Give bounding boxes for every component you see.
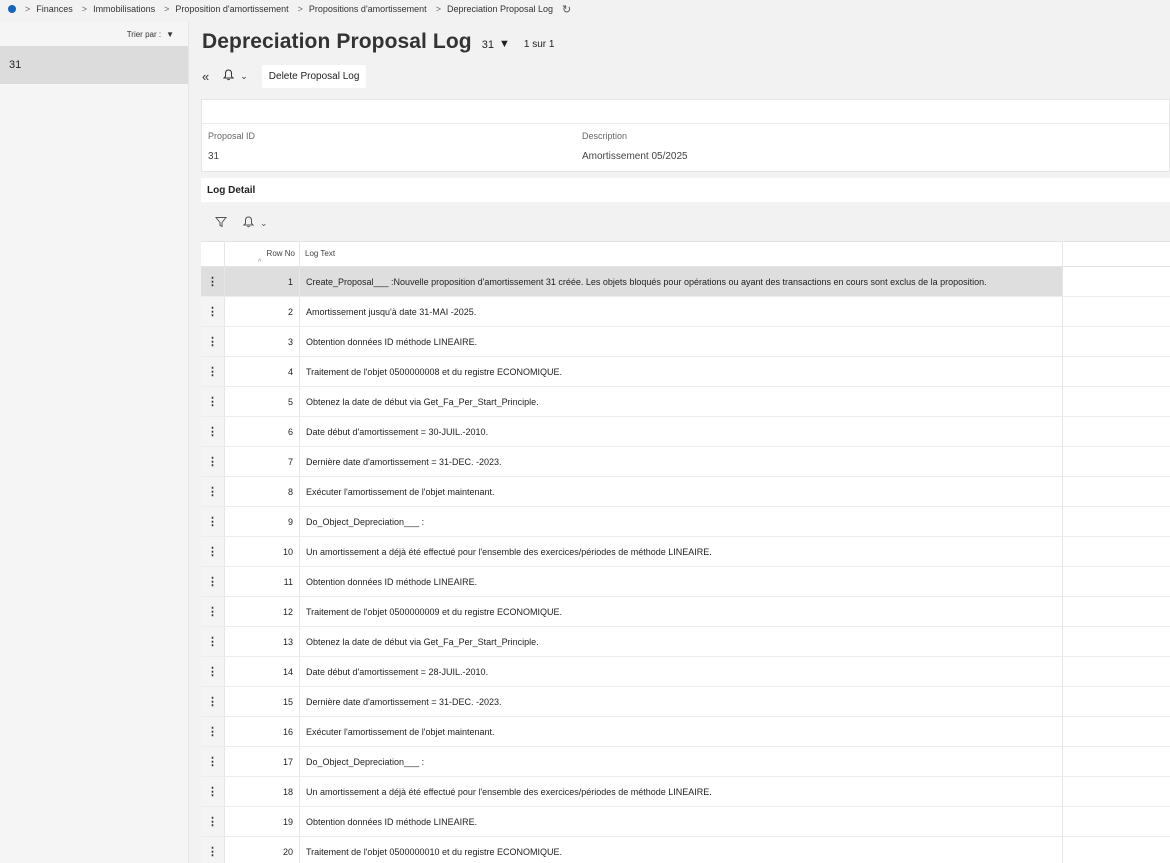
row-no-cell: 8 [225,477,300,506]
table-row[interactable] [201,747,1170,777]
sort-label: Trier par : [126,29,162,39]
log-text-cell: Obtention données ID méthode LINEAIRE. [300,327,1063,356]
row-menu-icon[interactable]: ⋮ [201,477,225,506]
column-header-filler [1063,242,1170,266]
refresh-icon[interactable]: ↻ [562,3,572,16]
row-no-cell: 9 [225,507,300,536]
row-no-cell: 3 [225,327,300,356]
row-filler [1063,297,1170,326]
log-text-cell: Obtention données ID méthode LINEAIRE. [300,567,1063,596]
row-filler [1063,807,1170,836]
log-text-cell: Un amortissement a déjà été effectué pour l'ensemble des exercices/périodes de méthode LINEAIRE. [300,537,1063,566]
row-filler [1063,717,1170,746]
row-menu-icon[interactable]: ⋮ [201,327,225,356]
row-menu-icon[interactable]: ⋮ [201,537,225,566]
table-row[interactable] [201,597,1170,627]
record-selector[interactable]: 31 [481,38,494,51]
row-filler [1063,417,1170,446]
log-text-cell: Do_Object_Depreciation___ : [300,747,1063,776]
row-menu-icon[interactable]: ⋮ [201,417,225,446]
description-label: Description [582,131,628,141]
row-menu-icon[interactable]: ⋮ [201,747,225,776]
log-text-cell: Traitement de l'objet 0500000009 et du registre ECONOMIQUE. [300,597,1063,626]
row-menu-icon[interactable]: ⋮ [201,387,225,416]
chevron-down-icon[interactable]: ⌄ [260,217,268,228]
page-header [202,30,554,54]
row-menu-icon[interactable]: ⋮ [201,807,225,836]
breadcrumb-item-current: Depreciation Proposal Log [446,4,554,14]
log-text-cell: Do_Object_Depreciation___ : [300,507,1063,536]
breadcrumb-item-finances[interactable]: Finances [36,4,73,14]
grid-body [201,267,1170,863]
column-header-row-no-label: Row No [266,249,295,258]
row-no-cell: 2 [225,297,300,326]
table-row[interactable] [201,357,1170,387]
log-detail-title: Log Detail [201,178,1170,202]
row-no-cell: 5 [225,387,300,416]
row-no-cell: 16 [225,717,300,746]
row-no-cell: 11 [225,567,300,596]
table-row[interactable] [201,477,1170,507]
form-header-strip [202,100,1169,124]
caret-down-icon: ▼ [166,29,174,39]
proposal-id-value: 31 [208,151,220,162]
row-menu-icon[interactable]: ⋮ [201,627,225,656]
row-filler [1063,267,1170,296]
table-row[interactable] [201,777,1170,807]
table-row[interactable] [201,387,1170,417]
column-header-menu [201,242,225,266]
record-list-item[interactable] [0,46,188,84]
breadcrumb-item-proposition[interactable]: Proposition d'amortissement [175,4,289,14]
row-menu-icon[interactable]: ⋮ [201,297,225,326]
row-no-cell: 14 [225,657,300,686]
toolbar [202,64,366,88]
table-row[interactable] [201,687,1170,717]
caret-down-icon[interactable]: ▼ [498,38,510,50]
log-text-cell: Exécuter l'amortissement de l'objet maintenant. [300,717,1063,746]
table-row[interactable] [201,447,1170,477]
table-row[interactable] [201,537,1170,567]
filter-icon[interactable] [215,216,227,231]
row-menu-icon[interactable]: ⋮ [201,597,225,626]
row-no-cell: 6 [225,417,300,446]
record-pager: 1 sur 1 [523,38,555,50]
row-filler [1063,477,1170,506]
log-detail-grid [201,241,1170,863]
log-text-cell: Exécuter l'amortissement de l'objet maintenant. [300,477,1063,506]
record-navigator [0,22,189,863]
log-text-cell: Obtention données ID méthode LINEAIRE. [300,807,1063,836]
row-no-cell: 7 [225,447,300,476]
grid-toolbar [201,206,1170,240]
column-header-row-no[interactable] [225,242,300,266]
page-title: Depreciation Proposal Log [202,30,472,53]
log-text-cell: Amortissement jusqu'à date 31-MAI -2025. [300,297,1063,326]
bell-icon[interactable] [223,69,234,84]
log-text-cell: Obtenez la date de début via Get_Fa_Per_Start_Principle. [300,387,1063,416]
table-row[interactable] [201,657,1170,687]
chevron-right-icon: > [297,4,303,14]
proposal-id-label: Proposal ID [208,131,256,141]
column-header-log-text[interactable]: Log Text [300,242,1063,266]
row-menu-icon[interactable]: ⋮ [201,687,225,716]
row-menu-icon[interactable]: ⋮ [201,447,225,476]
row-menu-icon[interactable]: ⋮ [201,267,225,296]
table-row[interactable] [201,327,1170,357]
table-row[interactable] [201,297,1170,327]
row-menu-icon[interactable]: ⋮ [201,777,225,806]
row-filler [1063,387,1170,416]
bell-icon[interactable] [243,216,254,231]
row-filler [1063,777,1170,806]
home-icon[interactable] [8,5,16,13]
row-menu-icon[interactable]: ⋮ [201,657,225,686]
breadcrumb [0,0,1170,18]
row-filler [1063,627,1170,656]
proposal-id-field [208,131,255,162]
table-row[interactable] [201,267,1170,297]
row-filler [1063,597,1170,626]
row-menu-icon[interactable]: ⋮ [201,567,225,596]
log-text-cell: Dernière date d'amortissement = 31-DEC. -2023. [300,447,1063,476]
table-row[interactable] [201,567,1170,597]
log-text-cell: Un amortissement a déjà été effectué pour l'ensemble des exercices/périodes de méthode LINEAIRE. [300,777,1063,806]
row-no-cell: 13 [225,627,300,656]
chevron-right-icon: > [81,4,88,14]
row-menu-icon[interactable]: ⋮ [201,357,225,386]
row-no-cell: 10 [225,537,300,566]
chevron-down-icon[interactable]: ⌄ [240,70,248,81]
row-menu-icon[interactable]: ⋮ [201,717,225,746]
row-no-cell: 18 [225,777,300,806]
breadcrumb-item-propositions[interactable]: Propositions d'amortissement [308,4,427,14]
chevron-right-icon: > [435,4,441,14]
row-filler [1063,837,1170,863]
log-text-cell: Date début d'amortissement = 30-JUIL.-2010. [300,417,1063,446]
row-filler [1063,507,1170,536]
chevron-right-icon: > [25,4,31,14]
log-text-cell: Date début d'amortissement = 28-JUIL.-2010. [300,657,1063,686]
row-filler [1063,447,1170,476]
breadcrumb-item-immobilisations[interactable]: Immobilisations [93,4,156,14]
table-row[interactable] [201,837,1170,863]
delete-proposal-log-button[interactable]: Delete Proposal Log [262,65,367,88]
grid-header [201,241,1170,267]
table-row[interactable] [201,807,1170,837]
description-field [582,131,688,162]
log-text-cell: Obtenez la date de début via Get_Fa_Per_Start_Principle. [300,627,1063,656]
record-list-item-label: 31 [9,59,22,71]
row-filler [1063,357,1170,386]
row-no-cell: 12 [225,597,300,626]
sort-dropdown[interactable] [0,22,188,46]
row-no-cell: 1 [225,267,300,296]
row-filler [1063,747,1170,776]
row-no-cell: 20 [225,837,300,863]
table-row[interactable] [201,507,1170,537]
chevron-right-icon: > [164,4,170,14]
row-filler [1063,657,1170,686]
row-no-cell: 15 [225,687,300,716]
table-row[interactable] [201,627,1170,657]
log-text-cell: Create_Proposal___ :Nouvelle proposition d'amortissement 31 créée. Les objets bloqués pour opérations ou ayant des transactions en cours sont exclus de la proposition. [300,267,1063,296]
log-text-cell: Dernière date d'amortissement = 31-DEC. -2023. [300,687,1063,716]
table-row[interactable] [201,717,1170,747]
log-text-cell: Traitement de l'objet 0500000008 et du registre ECONOMIQUE. [300,357,1063,386]
row-menu-icon[interactable]: ⋮ [201,837,225,863]
row-menu-icon[interactable]: ⋮ [201,507,225,536]
log-text-cell: Traitement de l'objet 0500000010 et du registre ECONOMIQUE. [300,837,1063,863]
row-no-cell: 17 [225,747,300,776]
row-filler [1063,687,1170,716]
table-row[interactable] [201,417,1170,447]
collapse-panel-icon[interactable]: « [202,68,210,84]
description-value: Amortissement 05/2025 [582,151,688,162]
row-no-cell: 19 [225,807,300,836]
row-no-cell: 4 [225,357,300,386]
row-filler [1063,327,1170,356]
row-filler [1063,567,1170,596]
row-filler [1063,537,1170,566]
sort-ascending-icon: ^ [258,259,262,266]
proposal-form [201,99,1170,172]
